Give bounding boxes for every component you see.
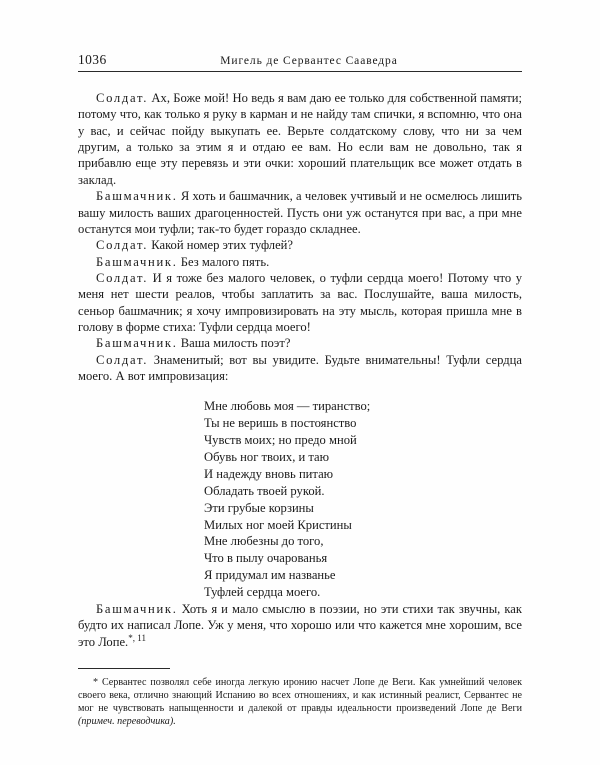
dialogue-paragraph [78,254,522,270]
verse-line: Милых ног моей Кристины [204,517,352,532]
verse-line: Обладать твоей рукой. [204,483,325,498]
speaker-label: Солдат. [96,270,149,285]
dialogue-text: Я хоть и башмачник, а человек учтивый и не осмелюсь лишить вашу милость ваших драгоценностей. Пусть они уж останутся при вас, а при мне останутся мои туфли; так-то будет гораздо складнее. [78,189,522,236]
dialogue-paragraph [78,270,522,335]
running-title: Мигель де Сервантес Сааведра [220,55,398,67]
verse-line: И надежду вновь питаю [204,466,334,481]
dialogue-text: Без малого пять. [177,254,270,269]
dialogue-paragraph [78,352,522,385]
speaker-label: Солдат. [96,352,149,367]
dialogue-paragraph [78,335,522,351]
dialogue-text: Хоть я и мало смыслю в поэзии, но эти стихи так звучны, как будто их написал Лопе. Уж у меня, что хорошо или что кажется мне хорошим, все это Лопе. [78,601,522,649]
speaker-label: Башмачник. [96,601,178,616]
speaker-label: Башмачник. [96,336,178,351]
closing-paragraph [78,601,522,650]
dialogue-text: И я тоже без малого человек, о туфли сердца моего! Потому что у меня нет шести реалов, чтобы заплатить за вас. Послушайте, ваша милость, сеньор башмачник; я хочу импровизировать на эту мысль, которая пришла мне в голову в форме стиха: Туфли сердца моего! [78,270,522,335]
page-number: 1036 [78,52,107,67]
footnote-text [78,676,522,728]
footnote-attribution: (примеч. переводчика). [78,716,176,728]
dialogue-text: Знаменитый; вот вы увидите. Будьте внимательны! Туфли сердца моего. А вот импровизация: [78,352,522,384]
footnote-body: Сервантес позволял себе иногда легкую иронию насчет Лопе де Веги. Как умнейший человек своего века, отлично знающий Испанию во всех отношениях, и как истинный реалист, Сервантес не мог не чувствовать напыщенности и далекой от правды идеальности произведений Лопе де Веги [78,677,522,715]
verse-line: Ты не веришь в постоянство [204,416,357,431]
speaker-label: Башмачник. [96,254,178,269]
dialogue-paragraph [78,188,522,237]
dialogue-text: Какой номер этих туфлей? [148,238,293,253]
page-header [78,52,522,68]
page-content [78,52,522,650]
verse-line: Эти грубые корзины [204,500,314,515]
verse-line: Что в пылу очарованья [204,551,328,566]
speaker-label: Солдат. [96,91,149,105]
verse-line: Чувств моих; но предо мной [204,433,357,448]
dialogue-paragraph [78,90,522,188]
verse-line: Мне любовь моя — тиранство; [204,399,371,414]
header-rule [78,71,522,72]
verse-line: Туфлей сердца моего. [204,585,321,600]
verse-line: Мне любезны до того, [204,534,324,549]
verse-block [78,398,522,601]
speaker-label: Солдат. [96,238,149,253]
footnote-marker: * [93,677,99,688]
footnote-area [78,668,522,728]
speaker-label: Башмачник. [96,189,178,204]
verse-line: Я придумал им названье [204,568,336,583]
dialogue-paragraph [78,237,522,253]
dialogue-text: Ах, Боже мой! Но ведь я вам даю ее только для собственной памяти; потому что, как только я руку в карман и не найду там спички, я вспомню, что она у вас, и сейчас пойду выкупать ее. Верьте солдатскому слову, что ни за чем другим, а только за этим я и отдаю ее вам. Но если вам не довольно, так я прибавлю еще эту перевязь и эти очки: хороший плательщик все может отдать в заклад. [78,91,522,187]
dialogue-text: Ваша милость поэт? [177,336,291,351]
footnote-rule [78,668,170,669]
footnote-reference[interactable]: *, 11 [128,632,146,643]
verse-line: Обувь ног твоих, и таю [204,450,330,465]
